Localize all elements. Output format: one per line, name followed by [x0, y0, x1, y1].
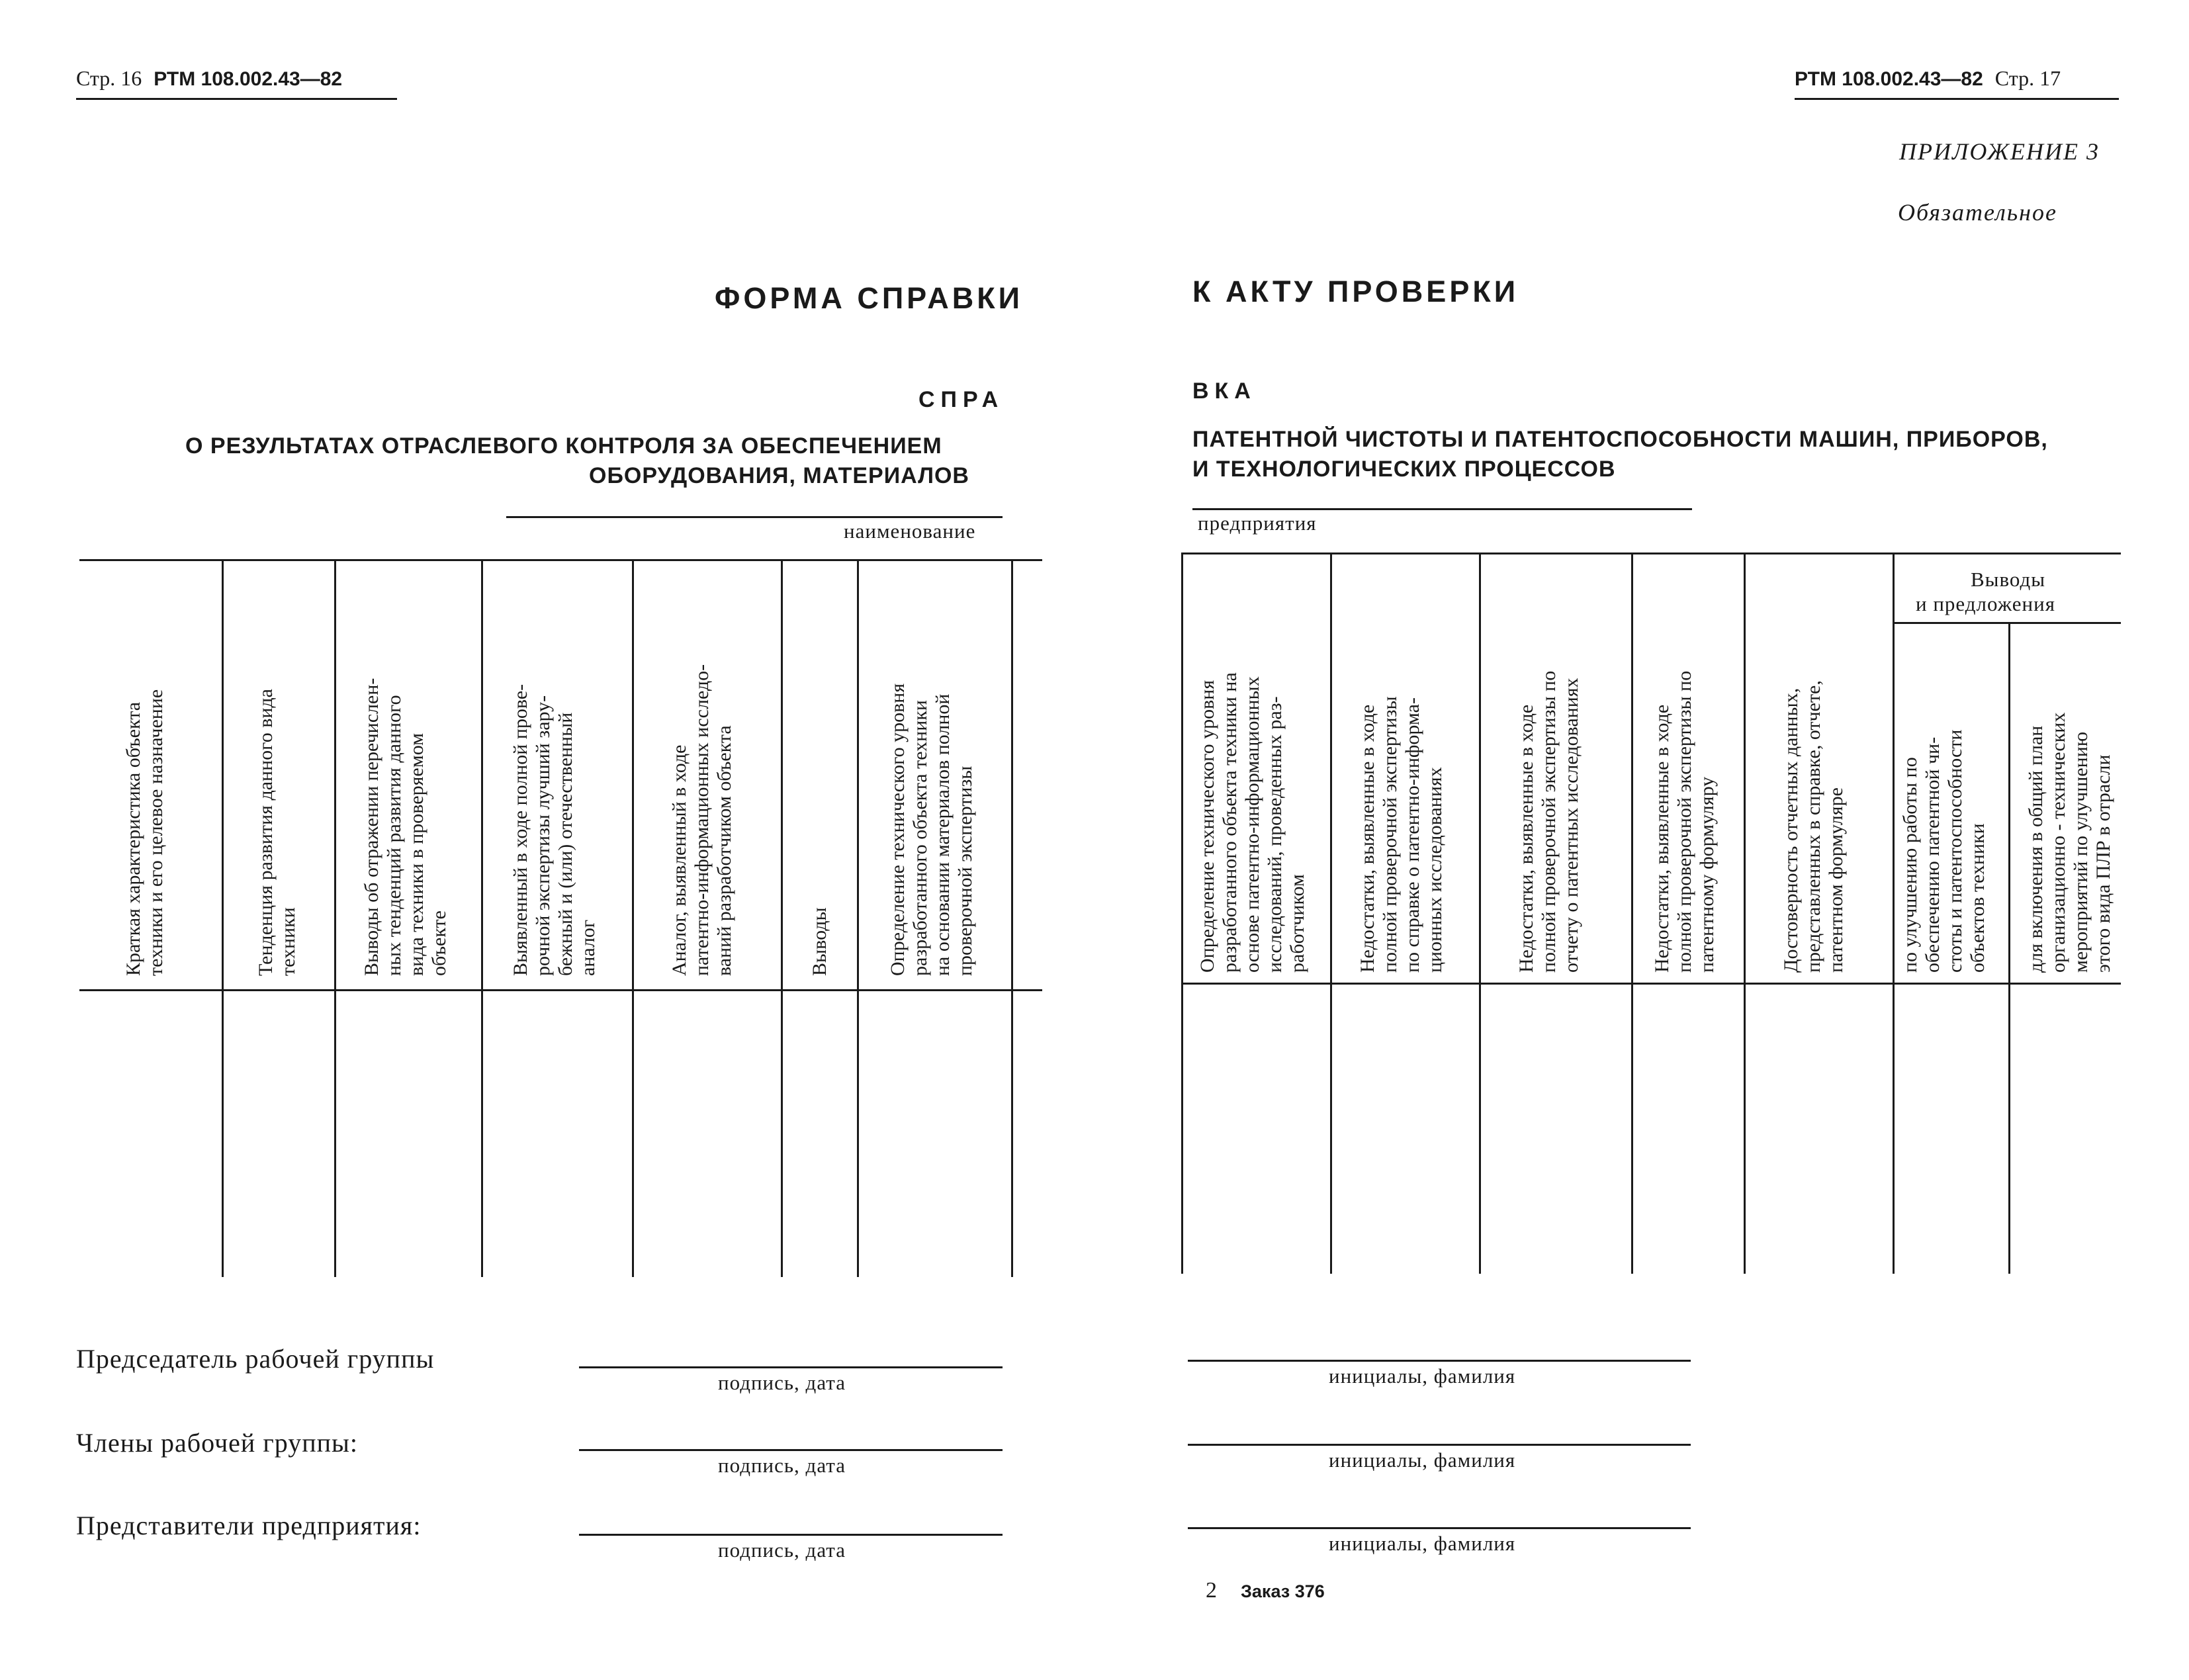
caption-right: предприятия [1198, 511, 1317, 535]
signature-role-chairman: Председатель рабочей группы [76, 1344, 435, 1374]
header-line: этого вида ПЛР в отрасли [2092, 754, 2114, 973]
header-line: бежный и (или) отечественный [555, 712, 576, 976]
header-line: ваний разработчиком объекта [713, 725, 735, 976]
left-col-3-header [361, 678, 451, 976]
right-header-underline [1795, 98, 2119, 100]
header-line: ных тенденций развития данного [383, 695, 405, 976]
header-line: патентном формуляре [1825, 787, 1847, 973]
right-subcol-1-header [1899, 730, 1989, 973]
header-line: полной проверочной экспертизы по [1538, 670, 1560, 973]
right-col-3-header [1515, 671, 1583, 973]
spravka-right: ВКА [1192, 378, 1257, 404]
header-line: полной проверочной экспертизы [1379, 696, 1401, 973]
header-line: организационно - технических [2047, 712, 2069, 973]
title-left: ФОРМА СПРАВКИ [715, 281, 1024, 315]
right-document-code: РТМ 108.002.43—82 [1795, 68, 1983, 90]
left-col-1-header [122, 689, 167, 976]
right-table-divider [1744, 553, 1746, 1274]
left-col-2-header [255, 689, 300, 976]
subtitle-left-line2: ОБОРУДОВАНИЯ, МАТЕРИАЛОВ [589, 463, 969, 488]
left-col-6-header [809, 907, 831, 976]
header-line: Выводы [809, 907, 830, 976]
name-line [1188, 1360, 1691, 1362]
left-table-divider [334, 559, 336, 1277]
header-line: Определение технического уровня [887, 683, 909, 976]
header-line: отчету о патентных исследованиях [1560, 678, 1582, 973]
right-table-divider [1181, 553, 1183, 1274]
subtitle-right-line1: ПАТЕНТНОЙ ЧИСТОТЫ И ПАТЕНТОСПОСОБНОСТИ МАШИН, ПРИБОРОВ, [1192, 427, 2048, 452]
right-subcol-2-header [2025, 713, 2115, 973]
signature-role-members: Члены рабочей группы: [76, 1428, 359, 1458]
right-table-divider [1479, 553, 1481, 1274]
name-caption: инициалы, фамилия [1329, 1532, 1516, 1555]
header-line: на основании материалов полной [932, 693, 954, 976]
left-table-top-border [79, 559, 1042, 561]
header-line: Аналог, выявленный в ходе [668, 744, 690, 976]
header-line: основе патентно-информационных [1241, 676, 1263, 973]
left-col-7-header [887, 684, 977, 976]
appendix-status: Обязательное [1898, 199, 2057, 226]
header-line: Достоверность отчетных данных, [1780, 687, 1802, 973]
signature-caption: подпись, дата [718, 1454, 846, 1477]
header-line: Тенденция развития данного вида [255, 689, 277, 976]
signature-role-representatives: Представители предприятия: [76, 1511, 422, 1540]
name-caption: инициалы, фамилия [1329, 1364, 1516, 1388]
right-page-number: Стр. 17 [1994, 66, 2061, 90]
left-table-divider [857, 559, 859, 1277]
header-line: патентно-информационных исследо- [691, 664, 713, 976]
header-line: исследований, проведенных раз- [1264, 696, 1286, 973]
footer-sheet-number: 2 [1206, 1578, 1217, 1603]
appendix-label: ПРИЛОЖЕНИЕ 3 [1899, 138, 2100, 165]
header-line: работчиком [1286, 874, 1308, 973]
right-col-1-header [1196, 672, 1309, 973]
header-line: вида техники в проверяемом [406, 732, 427, 976]
right-col-2-header [1357, 696, 1447, 973]
right-table-top-border [1181, 553, 2121, 554]
left-table-divider [222, 559, 224, 1277]
group-header-line1: Выводы [1971, 568, 2046, 591]
header-line: для включения в общий план [2025, 725, 2047, 973]
title-right: К АКТУ ПРОВЕРКИ [1192, 275, 1519, 308]
right-col-4-header [1651, 671, 1719, 973]
signature-caption: подпись, дата [718, 1371, 846, 1394]
header-line: Выявленный в ходе полной прове- [510, 684, 531, 976]
signature-caption: подпись, дата [718, 1538, 846, 1562]
left-col-5-header [668, 664, 736, 976]
header-line: объектов техники [1967, 823, 1988, 973]
right-table-divider [1631, 553, 1633, 1274]
left-header-underline [76, 98, 397, 100]
left-document-code: РТМ 108.002.43—82 [154, 68, 343, 90]
header-line: Недостатки, выявленные в ходе [1651, 704, 1673, 973]
right-table-header-border [1181, 983, 2121, 985]
signature-line [579, 1534, 1003, 1536]
header-line: обеспечению патентной чи- [1922, 736, 1943, 973]
header-line: по улучшению работы по [1899, 757, 1921, 973]
left-col-4-header [510, 684, 600, 976]
header-line: стоты и патентоспособности [1944, 729, 1966, 973]
left-page-number: Стр. 16 [76, 66, 142, 90]
left-table-header-border [79, 989, 1042, 991]
enterprise-field-line [1192, 508, 1692, 510]
header-line: Недостатки, выявленные в ходе [1515, 704, 1537, 973]
header-line: разработанного объекта техники на [1219, 672, 1241, 973]
group-header-line2: и предложения [1916, 592, 2055, 615]
left-table-divider [781, 559, 783, 1277]
name-field-line [506, 516, 1003, 518]
caption-left: наименование [844, 519, 976, 543]
header-line: представленных в справке, отчете, [1803, 680, 1824, 973]
header-line: патентному формуляру [1696, 776, 1718, 973]
subtitle-right-line2: И ТЕХНОЛОГИЧЕСКИХ ПРОЦЕССОВ [1192, 457, 1616, 482]
footer-order: Заказ 376 [1241, 1581, 1325, 1601]
header-line: Выводы об отражении перечислен- [361, 678, 382, 976]
subtitle-left-line1: О РЕЗУЛЬТАТАХ ОТРАСЛЕВОГО КОНТРОЛЯ ЗА ОБЕСПЕЧЕНИЕМ [185, 433, 942, 459]
left-table-divider [632, 559, 634, 1277]
header-line: Определение технического уровня [1196, 680, 1218, 973]
header-line: рочной экспертизы лучший зару- [532, 695, 554, 976]
header-line: аналог [577, 919, 599, 976]
header-line: техники [277, 907, 299, 976]
name-caption: инициалы, фамилия [1329, 1448, 1516, 1472]
right-col-5-header [1780, 680, 1848, 973]
name-line [1188, 1527, 1691, 1529]
spravka-left: СПРА [918, 387, 1005, 412]
header-line: техники и его целевое назначение [145, 689, 167, 976]
header-line: полной проверочной экспертизы по [1674, 670, 1695, 973]
name-line [1188, 1444, 1691, 1446]
header-line: Краткая характеристика объекта [122, 701, 144, 976]
left-page-header [76, 66, 342, 91]
header-line: ционных исследованиях [1424, 767, 1446, 973]
header-line: объекте [428, 910, 450, 976]
signature-line [579, 1449, 1003, 1451]
signature-line [579, 1366, 1003, 1368]
header-line: по справке о патентно-информа- [1402, 697, 1423, 973]
right-table-divider [1330, 553, 1332, 1274]
left-table-divider [481, 559, 483, 1277]
header-line: проверочной экспертизы [954, 766, 976, 976]
header-line: мероприятий по улучшению [2070, 731, 2092, 973]
right-page-header [1795, 66, 2061, 91]
right-table-divider [2008, 622, 2010, 1274]
header-line: Недостатки, выявленные в ходе [1357, 704, 1378, 973]
right-table-divider [1893, 553, 1895, 1274]
group-header-border [1893, 622, 2121, 624]
header-line: разработанного объекта техники [909, 700, 931, 976]
left-table-divider [1011, 559, 1013, 1277]
